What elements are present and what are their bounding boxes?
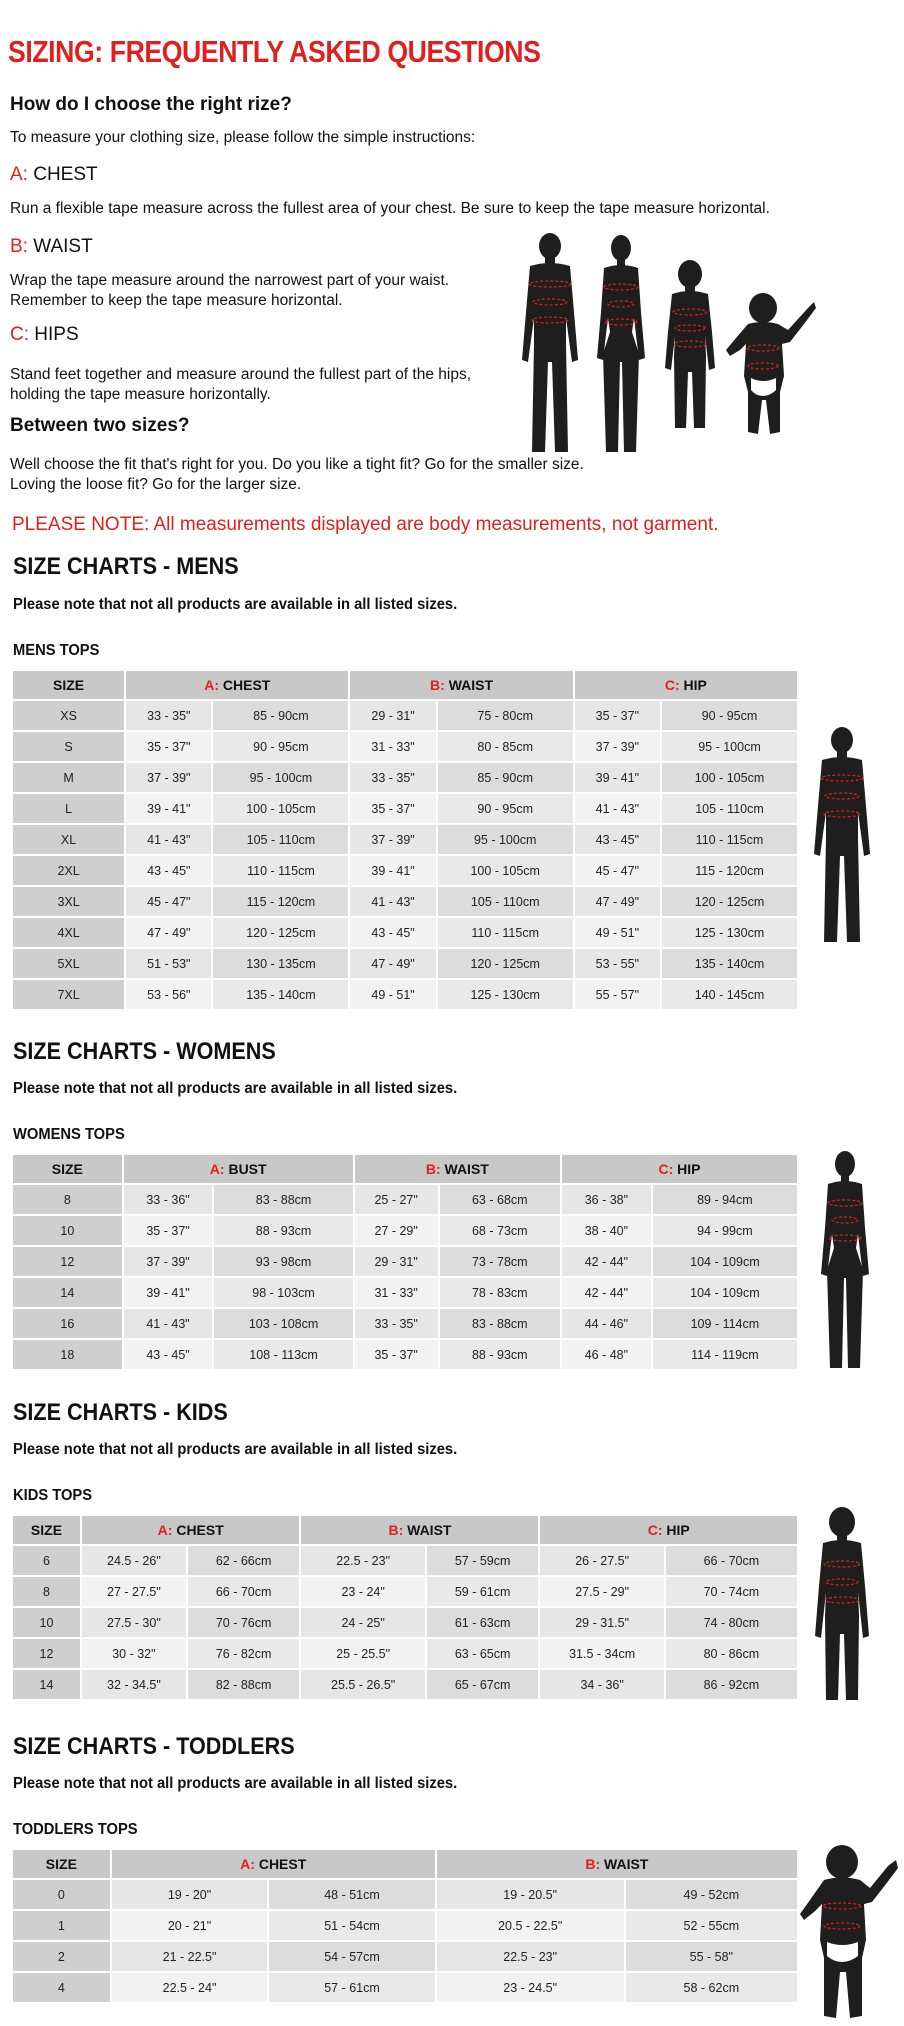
inches-cell: 45 - 47" — [126, 887, 211, 916]
waist-column-header: B: WAIST — [301, 1516, 538, 1544]
hip-column-header: C: HIP — [540, 1516, 797, 1544]
cm-cell: 108 - 113cm — [214, 1340, 352, 1369]
cm-cell: 74 - 80cm — [666, 1608, 797, 1637]
inches-cell: 31 - 33" — [355, 1278, 438, 1307]
table-row — [13, 1973, 797, 2002]
inches-cell: 22.5 - 24" — [112, 1973, 268, 2002]
cm-cell: 80 - 85cm — [438, 732, 573, 761]
inches-cell: 47 - 49" — [575, 887, 660, 916]
cm-cell: 82 - 88cm — [188, 1670, 300, 1699]
cm-cell: 110 - 115cm — [213, 856, 348, 885]
waist-heading: B: WAIST — [10, 236, 93, 257]
waist-column-header: B: WAIST — [437, 1850, 797, 1878]
table-row — [13, 794, 797, 823]
hips-heading: C: HIPS — [10, 324, 79, 345]
inches-cell: 20.5 - 22.5" — [437, 1911, 624, 1940]
cm-cell: 62 - 66cm — [188, 1546, 300, 1575]
table-row — [13, 1185, 797, 1214]
cm-cell: 120 - 125cm — [438, 949, 573, 978]
inches-cell: 55 - 57" — [575, 980, 660, 1009]
womens-size-table — [11, 1153, 799, 1371]
table-row — [13, 1670, 797, 1699]
toddlers-availability-note: Please note that not all products are available in all listed sizes. — [13, 1775, 458, 1792]
inches-cell: 31.5 - 34cm — [540, 1639, 663, 1668]
cm-cell: 63 - 68cm — [440, 1185, 560, 1214]
cm-cell: 57 - 59cm — [427, 1546, 539, 1575]
cm-cell: 86 - 92cm — [666, 1670, 797, 1699]
size-cell: 12 — [13, 1639, 80, 1668]
cm-cell: 100 - 105cm — [438, 856, 573, 885]
inches-cell: 25.5 - 26.5" — [301, 1670, 424, 1699]
cm-cell: 49 - 52cm — [626, 1880, 797, 1909]
size-cell: 4XL — [13, 918, 124, 947]
cm-cell: 90 - 95cm — [213, 732, 348, 761]
inches-cell: 33 - 36" — [124, 1185, 213, 1214]
inches-cell: 43 - 45" — [575, 825, 660, 854]
inches-cell: 42 - 44" — [562, 1247, 651, 1276]
child-silhouette-figure — [814, 1506, 870, 1702]
cm-cell: 66 - 70cm — [666, 1546, 797, 1575]
inches-cell: 41 - 43" — [350, 887, 435, 916]
cm-cell: 95 - 100cm — [438, 825, 573, 854]
child-silhouette — [665, 260, 715, 428]
inches-cell: 35 - 37" — [355, 1340, 438, 1369]
size-cell: 3XL — [13, 887, 124, 916]
size-cell: S — [13, 732, 124, 761]
inches-cell: 47 - 49" — [126, 918, 211, 947]
waist-column-header: B: WAIST — [355, 1155, 560, 1183]
inches-cell: 30 - 32" — [82, 1639, 186, 1668]
kids-availability-note: Please note that not all products are available in all listed sizes. — [13, 1441, 458, 1458]
hip-column-header: C: HIP — [575, 671, 797, 699]
inches-cell: 47 - 49" — [350, 949, 435, 978]
size-cell: L — [13, 794, 124, 823]
table-row — [13, 1639, 797, 1668]
cm-cell: 88 - 93cm — [440, 1340, 560, 1369]
chest-column-header: A: CHEST — [82, 1516, 300, 1544]
size-cell: XS — [13, 701, 124, 730]
mens-size-table — [11, 669, 799, 1011]
kids-table-header — [13, 1516, 797, 1544]
question-choose-size: How do I choose the right rize? — [10, 94, 292, 115]
cm-cell: 104 - 109cm — [653, 1247, 797, 1276]
inches-cell: 39 - 41" — [126, 794, 211, 823]
inches-cell: 27.5 - 29" — [540, 1577, 663, 1606]
size-cell: 1 — [13, 1911, 110, 1940]
inches-cell: 26 - 27.5" — [540, 1546, 663, 1575]
inches-cell: 41 - 43" — [575, 794, 660, 823]
size-cell: 5XL — [13, 949, 124, 978]
chest-instructions: Run a flexible tape measure across the fullest area of your chest. Be sure to keep the tape measure horizontal. — [10, 200, 770, 217]
cm-cell: 98 - 103cm — [214, 1278, 352, 1307]
cm-cell: 54 - 57cm — [269, 1942, 434, 1971]
inches-cell: 43 - 45" — [124, 1340, 213, 1369]
inches-cell: 24.5 - 26" — [82, 1546, 186, 1575]
cm-cell: 78 - 83cm — [440, 1278, 560, 1307]
cm-cell: 76 - 82cm — [188, 1639, 300, 1668]
toddlers-table-header — [13, 1850, 797, 1878]
table-row — [13, 918, 797, 947]
size-cell: XL — [13, 825, 124, 854]
inches-cell: 27 - 27.5" — [82, 1577, 186, 1606]
inches-cell: 37 - 39" — [575, 732, 660, 761]
inches-cell: 39 - 41" — [350, 856, 435, 885]
inches-cell: 31 - 33" — [350, 732, 435, 761]
cm-cell: 85 - 90cm — [438, 763, 573, 792]
size-column-header: SIZE — [13, 1155, 122, 1183]
cm-cell: 115 - 120cm — [662, 856, 797, 885]
size-cell: 0 — [13, 1880, 110, 1909]
inches-cell: 34 - 36" — [540, 1670, 663, 1699]
table-row — [13, 1278, 797, 1307]
cm-cell: 90 - 95cm — [438, 794, 573, 823]
size-column-header: SIZE — [13, 1850, 110, 1878]
inches-cell: 37 - 39" — [350, 825, 435, 854]
inches-cell: 35 - 37" — [124, 1216, 213, 1245]
mens-table-header — [13, 671, 797, 699]
inches-cell: 39 - 41" — [575, 763, 660, 792]
cm-cell: 95 - 100cm — [213, 763, 348, 792]
toddler-silhouette-figure — [800, 1840, 900, 2020]
cm-cell: 130 - 135cm — [213, 949, 348, 978]
inches-cell: 37 - 39" — [124, 1247, 213, 1276]
table-row — [13, 856, 797, 885]
chest-column-header: A: CHEST — [126, 671, 348, 699]
cm-cell: 103 - 108cm — [214, 1309, 352, 1338]
inches-cell: 33 - 35" — [355, 1309, 438, 1338]
inches-cell: 23 - 24.5" — [437, 1973, 624, 2002]
table-row — [13, 1608, 797, 1637]
womens-table-header — [13, 1155, 797, 1183]
kids-section-title: SIZE CHARTS - KIDS — [13, 1399, 228, 1426]
inches-cell: 43 - 45" — [350, 918, 435, 947]
cm-cell: 85 - 90cm — [213, 701, 348, 730]
inches-cell: 33 - 35" — [350, 763, 435, 792]
cm-cell: 70 - 76cm — [188, 1608, 300, 1637]
cm-cell: 80 - 86cm — [666, 1639, 797, 1668]
table-row — [13, 1911, 797, 1940]
mens-section-title: SIZE CHARTS - MENS — [13, 553, 239, 580]
cm-cell: 125 - 130cm — [662, 918, 797, 947]
cm-cell: 55 - 58" — [626, 1942, 797, 1971]
inches-cell: 32 - 34.5" — [82, 1670, 186, 1699]
cm-cell: 125 - 130cm — [438, 980, 573, 1009]
cm-cell: 48 - 51cm — [269, 1880, 434, 1909]
size-cell: 14 — [13, 1670, 80, 1699]
cm-cell: 120 - 125cm — [662, 887, 797, 916]
bust-column-header: A: BUST — [124, 1155, 353, 1183]
inches-cell: 20 - 21" — [112, 1911, 268, 1940]
inches-cell: 25 - 25.5" — [301, 1639, 424, 1668]
waist-column-header: B: WAIST — [350, 671, 572, 699]
inches-cell: 22.5 - 23" — [437, 1942, 624, 1971]
size-cell: 7XL — [13, 980, 124, 1009]
chest-heading: A: CHEST — [10, 164, 98, 185]
inches-cell: 21 - 22.5" — [112, 1942, 268, 1971]
table-row — [13, 1546, 797, 1575]
cm-cell: 90 - 95cm — [662, 701, 797, 730]
inches-cell: 29 - 31" — [355, 1247, 438, 1276]
inches-cell: 53 - 56" — [126, 980, 211, 1009]
inches-cell: 27.5 - 30" — [82, 1608, 186, 1637]
cm-cell: 140 - 145cm — [662, 980, 797, 1009]
size-cell: 2 — [13, 1942, 110, 1971]
cm-cell: 61 - 63cm — [427, 1608, 539, 1637]
inches-cell: 36 - 38" — [562, 1185, 651, 1214]
inches-cell: 46 - 48" — [562, 1340, 651, 1369]
cm-cell: 75 - 80cm — [438, 701, 573, 730]
toddler-silhouette — [726, 293, 816, 434]
womens-availability-note: Please note that not all products are available in all listed sizes. — [13, 1080, 458, 1097]
woman-silhouette-figure — [820, 1148, 870, 1370]
cm-cell: 73 - 78cm — [440, 1247, 560, 1276]
womens-subtitle: WOMENS TOPS — [13, 1126, 125, 1143]
question-between-sizes: Between two sizes? — [10, 415, 190, 436]
inches-cell: 41 - 43" — [124, 1309, 213, 1338]
please-note: PLEASE NOTE: All measurements displayed are body measurements, not garment. — [12, 514, 719, 535]
cm-cell: 135 - 140cm — [213, 980, 348, 1009]
inches-cell: 19 - 20" — [112, 1880, 268, 1909]
page-title: SIZING: FREQUENTLY ASKED QUESTIONS — [8, 34, 541, 69]
table-row — [13, 949, 797, 978]
size-cell: 4 — [13, 1973, 110, 2002]
inches-cell: 24 - 25" — [301, 1608, 424, 1637]
cm-cell: 95 - 100cm — [662, 732, 797, 761]
size-cell: 2XL — [13, 856, 124, 885]
cm-cell: 94 - 99cm — [653, 1216, 797, 1245]
toddlers-section-title: SIZE CHARTS - TODDLERS — [13, 1733, 295, 1760]
cm-cell: 100 - 105cm — [662, 763, 797, 792]
family-silhouettes-figure — [508, 232, 818, 454]
table-row — [13, 701, 797, 730]
size-cell: 6 — [13, 1546, 80, 1575]
inches-cell: 29 - 31.5" — [540, 1608, 663, 1637]
cm-cell: 115 - 120cm — [213, 887, 348, 916]
table-row — [13, 732, 797, 761]
table-row — [13, 1880, 797, 1909]
size-column-header: SIZE — [13, 671, 124, 699]
inches-cell: 35 - 37" — [350, 794, 435, 823]
inches-cell: 49 - 51" — [575, 918, 660, 947]
inches-cell: 35 - 37" — [126, 732, 211, 761]
hip-column-header: C: HIP — [562, 1155, 797, 1183]
cm-cell: 89 - 94cm — [653, 1185, 797, 1214]
table-row — [13, 763, 797, 792]
inches-cell: 44 - 46" — [562, 1309, 651, 1338]
inches-cell: 53 - 55" — [575, 949, 660, 978]
size-cell: 18 — [13, 1340, 122, 1369]
inches-cell: 22.5 - 23" — [301, 1546, 424, 1575]
inches-cell: 37 - 39" — [126, 763, 211, 792]
cm-cell: 51 - 54cm — [269, 1911, 434, 1940]
inches-cell: 41 - 43" — [126, 825, 211, 854]
cm-cell: 93 - 98cm — [214, 1247, 352, 1276]
table-row — [13, 1309, 797, 1338]
inches-cell: 45 - 47" — [575, 856, 660, 885]
size-cell: 8 — [13, 1577, 80, 1606]
table-row — [13, 1942, 797, 1971]
size-cell: M — [13, 763, 124, 792]
intro-text: To measure your clothing size, please follow the simple instructions: — [10, 129, 476, 146]
cm-cell: 83 - 88cm — [214, 1185, 352, 1214]
size-cell: 16 — [13, 1309, 122, 1338]
cm-cell: 109 - 114cm — [653, 1309, 797, 1338]
cm-cell: 66 - 70cm — [188, 1577, 300, 1606]
woman-silhouette — [597, 235, 645, 452]
size-column-header: SIZE — [13, 1516, 80, 1544]
cm-cell: 135 - 140cm — [662, 949, 797, 978]
inches-cell: 51 - 53" — [126, 949, 211, 978]
cm-cell: 70 - 74cm — [666, 1577, 797, 1606]
cm-cell: 59 - 61cm — [427, 1577, 539, 1606]
waist-instructions: Wrap the tape measure around the narrowest part of your waist. Remember to keep the tape measure horizontal. — [10, 272, 450, 309]
cm-cell: 65 - 67cm — [427, 1670, 539, 1699]
kids-subtitle: KIDS TOPS — [13, 1487, 93, 1504]
cm-cell: 110 - 115cm — [438, 918, 573, 947]
cm-cell: 105 - 110cm — [213, 825, 348, 854]
size-cell: 14 — [13, 1278, 122, 1307]
cm-cell: 110 - 115cm — [662, 825, 797, 854]
cm-cell: 63 - 65cm — [427, 1639, 539, 1668]
cm-cell: 83 - 88cm — [440, 1309, 560, 1338]
inches-cell: 27 - 29" — [355, 1216, 438, 1245]
chest-column-header: A: CHEST — [112, 1850, 435, 1878]
inches-cell: 35 - 37" — [575, 701, 660, 730]
inches-cell: 38 - 40" — [562, 1216, 651, 1245]
man-silhouette — [522, 233, 578, 452]
cm-cell: 120 - 125cm — [213, 918, 348, 947]
kids-size-table — [11, 1514, 799, 1701]
table-row — [13, 887, 797, 916]
hips-instructions: Stand feet together and measure around the fullest part of the hips, holding the tape measure horizontally. — [10, 366, 471, 403]
size-cell: 8 — [13, 1185, 122, 1214]
size-cell: 12 — [13, 1247, 122, 1276]
toddlers-subtitle: TODDLERS TOPS — [13, 1821, 138, 1838]
size-cell: 10 — [13, 1216, 122, 1245]
cm-cell: 58 - 62cm — [626, 1973, 797, 2002]
table-row — [13, 1247, 797, 1276]
table-row — [13, 1216, 797, 1245]
table-row — [13, 1340, 797, 1369]
inches-cell: 25 - 27" — [355, 1185, 438, 1214]
inches-cell: 29 - 31" — [350, 701, 435, 730]
between-sizes-text: Well choose the fit that's right for you. Do you like a tight fit? Go for the smaller size. Loving the loose fit? Go for the larger size. — [10, 456, 584, 493]
table-row — [13, 1577, 797, 1606]
cm-cell: 57 - 61cm — [269, 1973, 434, 2002]
inches-cell: 42 - 44" — [562, 1278, 651, 1307]
cm-cell: 104 - 109cm — [653, 1278, 797, 1307]
cm-cell: 114 - 119cm — [653, 1340, 797, 1369]
inches-cell: 33 - 35" — [126, 701, 211, 730]
cm-cell: 105 - 110cm — [438, 887, 573, 916]
womens-section-title: SIZE CHARTS - WOMENS — [13, 1038, 276, 1065]
cm-cell: 105 - 110cm — [662, 794, 797, 823]
inches-cell: 49 - 51" — [350, 980, 435, 1009]
inches-cell: 23 - 24" — [301, 1577, 424, 1606]
man-silhouette-figure — [814, 726, 870, 944]
cm-cell: 100 - 105cm — [213, 794, 348, 823]
cm-cell: 52 - 55cm — [626, 1911, 797, 1940]
mens-subtitle: MENS TOPS — [13, 642, 100, 659]
table-row — [13, 825, 797, 854]
toddlers-size-table — [11, 1848, 799, 2004]
table-row — [13, 980, 797, 1009]
inches-cell: 19 - 20.5" — [437, 1880, 624, 1909]
mens-availability-note: Please note that not all products are available in all listed sizes. — [13, 596, 458, 613]
cm-cell: 88 - 93cm — [214, 1216, 352, 1245]
cm-cell: 68 - 73cm — [440, 1216, 560, 1245]
inches-cell: 43 - 45" — [126, 856, 211, 885]
inches-cell: 39 - 41" — [124, 1278, 213, 1307]
size-cell: 10 — [13, 1608, 80, 1637]
